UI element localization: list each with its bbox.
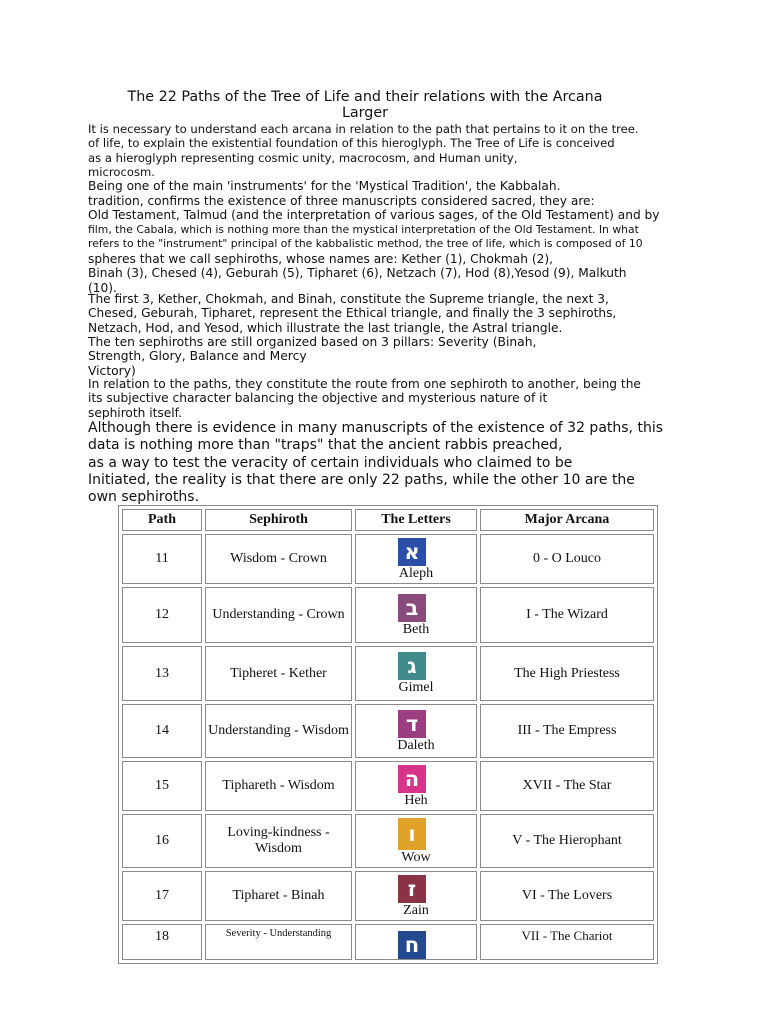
text-line: refers to the "instrument" principal of the kabbalistic method, the tree of life, which is composed of 10 [88,237,643,250]
hebrew-letter-gimel-icon: ג [398,652,426,680]
text-line: film, the Cabala, which is nothing more than the mystical interpretation of the Old Testament. In what [88,222,639,236]
path-number: 11 [122,534,202,584]
hebrew-letter-daleth-icon: ד [398,710,426,738]
path-number: 13 [122,646,202,701]
sephiroth-name: Wisdom - Crown [205,534,352,584]
table-row [122,587,654,643]
text-line: Netzach, Hod, and Yesod, which illustrate the last triangle, the Astral triangle. [88,320,563,335]
letter-cell [355,534,477,584]
hebrew-letter-heth-icon: ח [398,931,426,959]
text-line: In relation to the paths, they constitute the route from one sephiroth to another, being the [88,377,641,391]
major-arcana: The High Priestess [480,646,654,701]
letter-cell [355,704,477,758]
paragraph-kabbalah [88,179,660,295]
path-number: 12 [122,587,202,643]
path-number: 16 [122,814,202,868]
text-line: of life, to explain the existential foundation of this hieroglyph. The Tree of Life is conceived [88,136,615,151]
table-row [122,871,654,921]
header-path: Path [122,509,202,531]
major-arcana: I - The Wizard [480,587,654,643]
text-line: Being one of the main 'instruments' for the 'Mystical Tradition', the Kabbalah. [88,179,561,193]
header-major-arcana: Major Arcana [480,509,654,531]
text-line: sephiroth itself. [88,405,182,420]
path-number: 17 [122,871,202,921]
text-line: The ten sephiroths are still organized based on 3 pillars: Severity (Binah, [88,335,537,349]
text-line: data is nothing more than "traps" that the ancient rabbis preached, [88,437,563,454]
text-line: Victory) [88,363,136,378]
header-letters: The Letters [355,509,477,531]
table-row [122,646,654,701]
text-line: (10). [88,280,117,295]
table-header-row [122,509,654,531]
sephiroth-name: Understanding - Wisdom [205,704,352,758]
path-number: 18 [122,924,202,960]
text-line: as a way to test the veracity of certain individuals who claimed to be [88,454,573,471]
letter-cell [355,646,477,701]
table-row [122,814,654,868]
letter-cell [355,871,477,921]
letter-cell [355,761,477,811]
paragraph-tree-of-life [88,122,639,179]
letter-name: Wow [401,849,431,865]
table-row [122,534,654,584]
text-line: It is necessary to understand each arcana in relation to the path that pertains to it on the tree. [88,122,639,136]
text-line: spheres that we call sephiroths, whose names are: Kether (1), Chokmah (2), [88,251,553,266]
sephiroth-name: Severity - Understanding [205,924,352,960]
text-line: The first 3, Kether, Chokmah, and Binah, constitute the Supreme triangle, the next 3, [88,292,609,306]
major-arcana: V - The Hierophant [480,814,654,868]
letter-cell [355,924,477,960]
major-arcana: VII - The Chariot [480,924,654,960]
text-line: Binah (3), Chesed (4), Geburah (5), Tipharet (6), Netzach (7), Hod (8),Yesod (9), Malkuth [88,266,627,280]
path-number: 14 [122,704,202,758]
text-line: tradition, confirms the existence of three manuscripts considered sacred, they are: [88,193,595,208]
text-line: Strength, Glory, Balance and Mercy [88,349,307,364]
hebrew-letter-zain-icon: ז [398,875,426,903]
header-sephiroth: Sephiroth [205,509,352,531]
letter-name: Gimel [398,680,434,695]
paragraph-paths [88,377,641,420]
page-title [0,89,730,121]
text-line: Old Testament, Talmud (and the interpretation of various sages, of the Old Testament) and by [88,208,660,222]
paragraph-triangles [88,292,616,335]
sephiroth-name: Tipharet - Binah [205,871,352,921]
major-arcana: 0 - O Louco [480,534,654,584]
table-row [122,704,654,758]
text-line: Although there is evidence in many manuscripts of the existence of 32 paths, this [88,420,663,436]
path-number: 15 [122,761,202,811]
text-line: as a hieroglyph representing cosmic unity, macrocosm, and Human unity, [88,150,518,165]
letter-name: Zain [403,902,429,918]
sephiroth-name: Tipheret - Kether [205,646,352,701]
letter-name: Heh [404,792,428,808]
sephiroth-name: Tiphareth - Wisdom [205,761,352,811]
text-line: microcosm. [88,164,155,179]
major-arcana: III - The Empress [480,704,654,758]
text-line: own sephiroths. [88,489,200,506]
table-row [122,924,654,960]
hebrew-letter-heh-icon: ה [398,765,426,793]
paragraph-pillars [88,335,536,378]
hebrew-letter-beth-icon: ב [398,594,426,622]
major-arcana: VI - The Lovers [480,871,654,921]
text-line: its subjective character balancing the objective and mysterious nature of it [88,391,548,406]
letter-name: Beth [402,621,430,637]
text-line: Chesed, Geburah, Tipharet, represent the Ethical triangle, and finally the 3 sephiroths, [88,306,617,321]
letter-name: Aleph [398,565,434,581]
paths-arcana-table [118,505,658,964]
letter-name: Daleth [397,737,435,753]
title-line-1: The 22 Paths of the Tree of Life and their relations with the Arcana [127,89,603,105]
table-row [122,761,654,811]
paragraph-32-paths [88,420,663,506]
hebrew-letter-aleph-icon: א [398,538,426,566]
letter-cell [355,587,477,643]
title-line-2: Larger [341,105,389,121]
sephiroth-name: Loving-kindness - Wisdom [205,814,352,868]
major-arcana: XVII - The Star [480,761,654,811]
sephiroth-name: Understanding - Crown [205,587,352,643]
hebrew-letter-vav-icon: ו [398,818,426,850]
letter-cell [355,814,477,868]
text-line: Initiated, the reality is that there are only 22 paths, while the other 10 are the [88,471,635,488]
